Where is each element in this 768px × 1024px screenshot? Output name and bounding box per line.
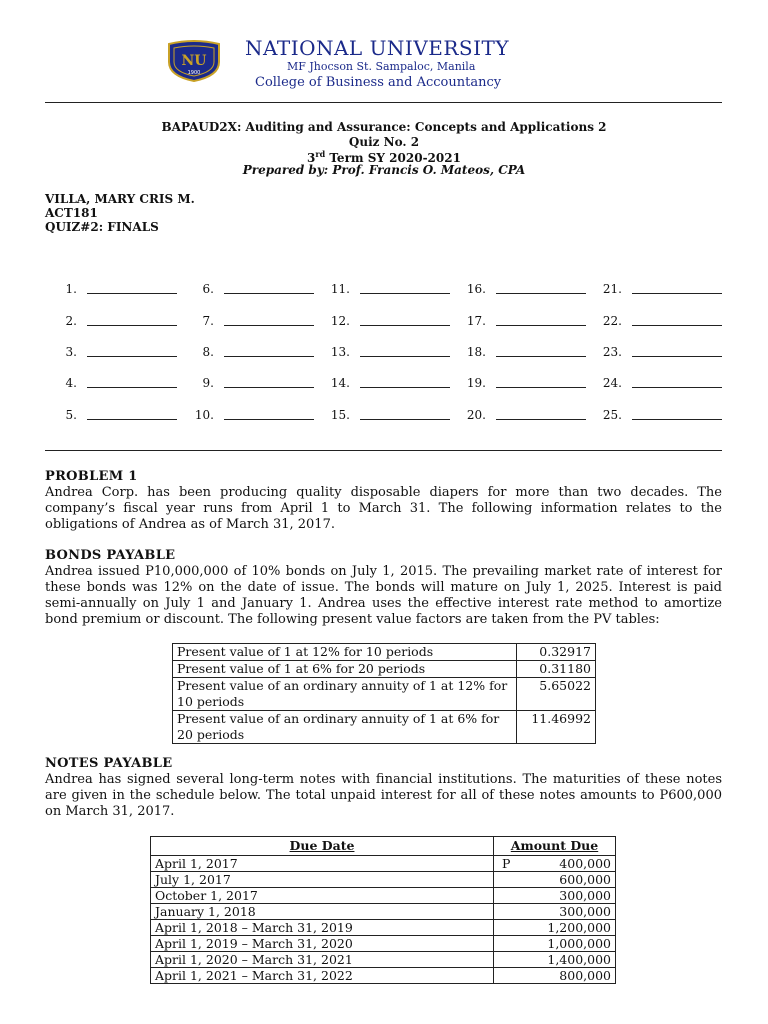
quiz-number: Quiz No. 2: [348, 135, 420, 149]
answer-blank[interactable]: 24.: [600, 376, 722, 390]
answer-blank[interactable]: 3.: [55, 345, 177, 359]
answer-blank[interactable]: 6.: [192, 282, 314, 296]
notes-heading: NOTES PAYABLE: [45, 756, 173, 771]
answer-blank[interactable]: 2.: [55, 314, 177, 328]
university-name: NATIONAL UNIVERSITY: [245, 36, 510, 60]
answer-blank[interactable]: 10.: [192, 408, 314, 422]
answer-blank[interactable]: 19.: [464, 376, 586, 390]
answer-blank[interactable]: 20.: [464, 408, 586, 422]
answer-blank[interactable]: 5.: [55, 408, 177, 422]
section-divider: [45, 450, 722, 451]
answer-blank[interactable]: 13.: [328, 345, 450, 359]
answer-blank[interactable]: 12.: [328, 314, 450, 328]
table-header-row: [151, 837, 616, 856]
bonds-text: Andrea issued P10,000,000 of 10% bonds on July 1, 2015. The prevailing market rate of interest for these bonds was 12% on the date of issue. The bonds will mature on July 1, 2025. Interest is paid semi-annually on July 1 and January 1. Andrea uses the effective interest rate method to amortize bond premium or discount. The following present value factors are taken from the PV tables:: [45, 564, 722, 627]
prepared-by: Prepared by: Prof. Francis O. Mateos, CPA: [242, 163, 526, 177]
answer-blank[interactable]: 11.: [328, 282, 450, 296]
answer-blank[interactable]: 1.: [55, 282, 177, 296]
course-title: BAPAUD2X: Auditing and Assurance: Concepts and Applications 2: [161, 120, 607, 134]
problem-intro: Andrea Corp. has been producing quality disposable diapers for more than two decades. The company’s fiscal year runs from April 1 to March 31. The following information relates to the obligations of Andrea as of March 31, 2017.: [45, 485, 722, 532]
answer-blank[interactable]: 18.: [464, 345, 586, 359]
pv-factors-table: [172, 643, 596, 744]
table-row: October 1, 2017 300,000: [151, 888, 616, 904]
answer-blank[interactable]: 25.: [600, 408, 722, 422]
table-row: April 1, 2018 – March 31, 2019 1,200,000: [151, 920, 616, 936]
answer-blank[interactable]: 21.: [600, 282, 722, 296]
due-date-header: Due Date: [151, 837, 494, 856]
table-row: January 1, 2018 300,000: [151, 904, 616, 920]
amount-due-header: Amount Due: [494, 837, 616, 856]
quiz-label: QUIZ#2: FINALS: [45, 220, 159, 234]
notes-text: Andrea has signed several long-term notes with financial institutions. The maturities of these notes are given in the schedule below. The total unpaid interest for all of these notes amounts to P600,000 on March 31, 2017.: [45, 772, 722, 819]
table-row: Present value of 1 at 6% for 20 periods 0.31180: [173, 661, 596, 678]
svg-text:NU: NU: [181, 53, 207, 69]
svg-text:1900: 1900: [187, 70, 201, 76]
table-row: Present value of an ordinary annuity of 1 at 6% for 20 periods 11.46992: [173, 711, 596, 744]
notes-schedule-table: [150, 836, 616, 984]
header-divider: [45, 102, 722, 103]
table-row: April 1, 2020 – March 31, 2021 1,400,000: [151, 952, 616, 968]
table-row: Present value of 1 at 12% for 10 periods 0.32917: [173, 644, 596, 661]
student-name: VILLA, MARY CRIS M.: [45, 192, 195, 206]
answer-blank[interactable]: 22.: [600, 314, 722, 328]
term: 3rd Term SY 2020-2021: [307, 149, 461, 165]
student-section: ACT181: [45, 206, 98, 220]
problem-heading: PROBLEM 1: [45, 469, 138, 484]
table-row: April 1, 2021 – March 31, 2022 800,000: [151, 968, 616, 984]
answer-blank[interactable]: 17.: [464, 314, 586, 328]
answer-blank[interactable]: 7.: [192, 314, 314, 328]
answer-blank[interactable]: 4.: [55, 376, 177, 390]
answer-blank[interactable]: 15.: [328, 408, 450, 422]
answer-blank[interactable]: 16.: [464, 282, 586, 296]
university-logo: [165, 40, 223, 82]
answer-blank[interactable]: 9.: [192, 376, 314, 390]
table-row: July 1, 2017 600,000: [151, 872, 616, 888]
college-name: College of Business and Accountancy: [255, 75, 502, 90]
answer-blank[interactable]: 8.: [192, 345, 314, 359]
university-address: MF Jhocson St. Sampaloc, Manila: [287, 60, 476, 73]
table-row: April 1, 2019 – March 31, 2020 1,000,000: [151, 936, 616, 952]
answer-blank[interactable]: 14.: [328, 376, 450, 390]
answer-blank[interactable]: 23.: [600, 345, 722, 359]
table-row: Present value of an ordinary annuity of 1 at 12% for 10 periods 5.65022: [173, 678, 596, 711]
bonds-heading: BONDS PAYABLE: [45, 548, 176, 563]
table-row: April 1, 2017 P 400,000: [151, 856, 616, 872]
